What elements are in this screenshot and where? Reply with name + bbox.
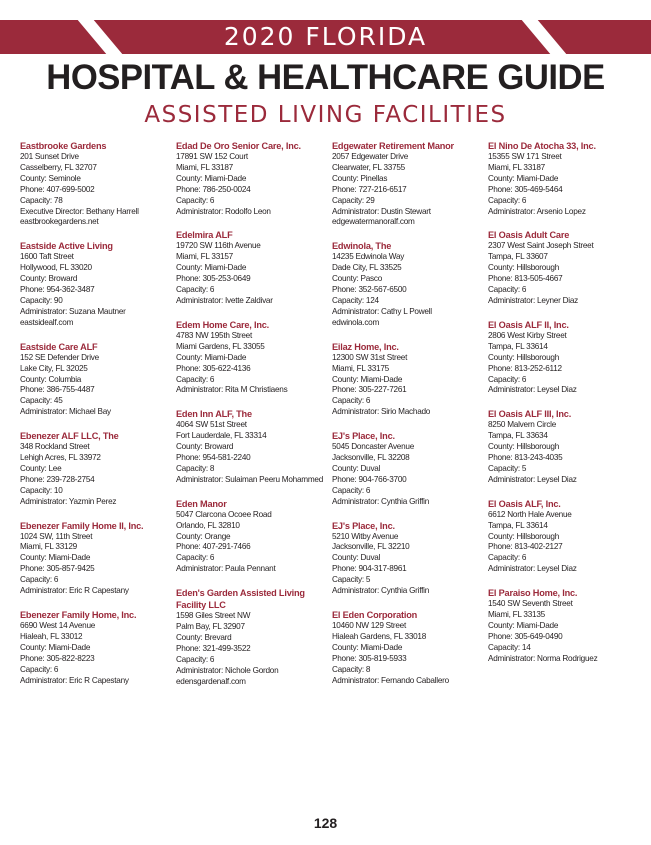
facility-detail-line: Capacity: 6 [176,374,215,384]
facility-detail-line: Administrator: Arsenio Lopez [488,206,586,216]
facility-entry [488,229,638,306]
facility-detail-line: Administrator: Paula Pennant [176,564,276,574]
listing-column-1 [20,140,170,698]
listing-columns [0,140,651,810]
facility-detail-line: Miami, FL 33187 [176,162,233,172]
facility-detail-line: 14235 Edwinola Way [332,252,405,262]
facility-detail-line: 12300 SW 31st Street [332,352,408,362]
facility-detail-line: Miami Gardens, FL 33055 [176,341,265,351]
facility-entry [176,140,326,217]
facility-detail-line: Phone: 727-216-6517 [332,184,407,194]
facility-detail-line: 1540 SW Seventh Street [488,599,573,609]
facility-name: El Nino De Atocha 33, Inc. [488,141,596,151]
facility-detail-line: Phone: 813-505-4667 [488,274,563,284]
facility-name: Eilaz Home, Inc. [332,341,399,352]
facility-entry [176,498,326,575]
facility-detail-line: Clearwater, FL 33755 [332,162,405,172]
facility-name: Ebenezer Family Home II, Inc. [20,520,144,531]
facility-detail-line: 152 SE Defender Drive [20,352,99,362]
facility-name: Edwinola, The [332,241,392,252]
facility-name: Edelmira ALF [176,230,233,241]
facility-detail-line: Capacity: 6 [332,396,371,406]
page-title: HOSPITAL & HEALTHCARE GUIDE [46,58,605,97]
facility-detail-line: Hollywood, FL 33020 [20,263,92,273]
facility-detail-line: County: Hillsborough [488,263,560,273]
facility-detail-line: County: Brevard [176,633,232,642]
facility-detail-line: County: Miami-Dade [488,173,559,183]
facility-detail-line: Capacity: 5 [488,463,527,473]
facility-detail-line: County: Hillsborough [488,531,560,541]
facility-detail-line: Capacity: 78 [20,195,63,205]
facility-detail-line: Administrator: Eric R Capestany [20,675,129,685]
facility-entry [20,520,170,597]
facility-detail-line: Capacity: 6 [176,654,215,664]
header-band [0,20,651,54]
band-title: 2020 FLORIDA [223,22,428,51]
facility-detail-line: Palm Bay, FL 32907 [176,622,245,632]
facility-detail-line: Phone: 407-291-7466 [176,542,251,552]
facility-detail-line: Phone: 386-755-4487 [20,385,95,395]
facility-entry [332,609,482,686]
facility-detail-line: Jacksonville, FL 32210 [332,542,410,552]
facility-detail-line: Administrator: Cynthia Griffin [332,586,430,596]
facility-detail-line: County: Miami-Dade [176,352,247,362]
facility-detail-line: Phone: 904-766-3700 [332,474,407,484]
facility-detail-line: Capacity: 14 [488,642,531,652]
facility-detail-line: 5045 Doncaster Avenue [332,442,414,452]
facility-detail-line: Tampa, FL 33607 [488,252,548,262]
facility-detail-line: County: Hillsborough [488,442,560,452]
facility-entry [488,319,638,396]
facility-detail-line: Administrator: Sulaiman Peeru Mohammed [176,474,324,484]
facility-entry [20,140,170,228]
facility-detail-line: Executive Director: Bethany Harrell [20,206,139,216]
facility-detail-line: 19720 SW 116th Avenue [176,241,261,251]
facility-detail-line: Casselberry, FL 32707 [20,162,97,172]
facility-detail-line: Miami, FL 33129 [20,542,77,552]
facility-detail-line: Hialeah Gardens, FL 33018 [332,631,427,641]
facility-detail-line: 2057 Edgewater Drive [332,152,409,161]
facility-detail-line: Capacity: 6 [332,485,371,495]
facility-name: Edem Home Care, Inc. [176,319,270,330]
facility-entry [488,408,638,485]
facility-detail-line: Phone: 305-822-8223 [20,653,95,663]
facility-detail-line: Administrator: Eric R Capestany [20,586,129,596]
facility-detail-line: Capacity: 6 [488,374,527,384]
facility-entry [176,319,326,396]
facility-detail-line: Capacity: 6 [176,285,215,295]
facility-entry [488,498,638,575]
facility-detail-line: Phone: 305-253-0649 [176,274,251,284]
facility-detail-line: Capacity: 6 [488,285,527,295]
facility-detail-line: Tampa, FL 33614 [488,341,548,351]
facility-detail-line: Capacity: 90 [20,295,63,305]
facility-detail-line: County: Seminole [20,173,81,183]
facility-detail-line: Administrator: Leysel Diaz [488,564,577,574]
facility-detail-line: Administrator: Ivette Zaldivar [176,295,273,305]
facility-detail-line: 8250 Malvern Circle [488,420,557,430]
facility-name: EJ's Place, Inc. [332,431,395,442]
facility-detail-line: Phone: 904-317-8961 [332,564,407,574]
facility-detail-line: Capacity: 29 [332,195,375,205]
facility-name: Eastside Active Living [20,241,113,252]
facility-detail-line: County: Miami-Dade [20,642,91,652]
facility-name: Edgewater Retirement Manor [332,141,454,151]
facility-detail-line: County: Miami-Dade [332,374,403,384]
facility-detail-line: County: Miami-Dade [176,263,247,273]
facility-name: El Oasis ALF, Inc. [488,498,561,509]
facility-detail-line: edwinola.com [332,317,380,327]
facility-detail-line: 1024 SW, 11th Street [20,531,93,541]
facility-detail-line: Capacity: 6 [20,575,59,585]
facility-name: Eden's Garden Assisted Living Facility LLC [176,588,305,611]
facility-detail-line: 10460 NW 129 Street [332,621,406,630]
facility-name: El Paraiso Home, Inc. [488,588,578,599]
facility-detail-line: Fort Lauderdale, FL 33314 [176,431,267,441]
facility-detail-line: Administrator: Michael Bay [20,407,111,417]
facility-detail-line: Phone: 954-362-3487 [20,285,95,295]
facility-detail-line: Phone: 305-649-0490 [488,631,563,641]
facility-detail-line: Administrator: Cathy L Powell [332,306,432,316]
facility-entry [488,587,638,664]
facility-entry [332,140,482,228]
facility-detail-line: eastbrookegardens.net [20,217,99,227]
facility-detail-line: Phone: 352-567-6500 [332,285,407,295]
facility-entry [176,587,326,687]
facility-detail-line: Administrator: Nichole Gordon [176,665,279,675]
facility-detail-line: Hialeah, FL 33012 [20,631,83,641]
facility-entry [20,609,170,686]
facility-detail-line: Capacity: 8 [176,463,215,473]
facility-detail-line: Administrator: Rita M Christiaens [176,385,288,395]
facility-detail-line: Lake City, FL 32025 [20,363,88,373]
facility-detail-line: Capacity: 124 [332,295,379,305]
facility-detail-line: Dade City, FL 33525 [332,263,402,273]
facility-detail-line: Phone: 407-699-5002 [20,184,95,194]
facility-detail-line: County: Broward [20,274,78,284]
facility-detail-line: County: Miami-Dade [488,621,559,630]
facility-detail-line: County: Miami-Dade [332,642,403,652]
facility-name: El Oasis ALF III, Inc. [488,409,572,420]
facility-entry [332,240,482,328]
facility-detail-line: Administrator: Cynthia Griffin [332,496,430,506]
facility-detail-line: Capacity: 5 [332,575,371,585]
facility-detail-line: Phone: 305-469-5464 [488,184,563,194]
facility-name: El Oasis ALF II, Inc. [488,319,569,330]
facility-entry [332,520,482,597]
facility-name: El Eden Corporation [332,610,418,620]
facility-detail-line: County: Pinellas [332,173,388,183]
facility-detail-line: County: Orange [176,531,231,541]
facility-detail-line: Capacity: 6 [176,553,215,563]
facility-detail-line: County: Hillsborough [488,352,560,362]
facility-name: Eastside Care ALF [20,341,98,352]
facility-entry [176,408,326,485]
facility-detail-line: Administrator: Leysel Diaz [488,474,577,484]
facility-detail-line: 6690 West 14 Avenue [20,621,96,630]
facility-detail-line: Administrator: Sirio Machado [332,407,431,417]
facility-name: El Oasis Adult Care [488,230,570,241]
facility-detail-line: Miami, FL 33135 [488,610,545,620]
facility-detail-line: County: Lee [20,463,62,473]
facility-detail-line: Tampa, FL 33614 [488,520,548,530]
facility-detail-line: Capacity: 6 [20,664,59,674]
facility-detail-line: Capacity: 6 [488,553,527,563]
facility-detail-line: Administrator: Rodolfo Leon [176,206,271,216]
facility-detail-line: 17891 SW 152 Court [176,152,248,161]
facility-detail-line: Administrator: Leyner Diaz [488,295,578,305]
facility-detail-line: Phone: 239-728-2754 [20,474,95,484]
facility-name: Ebenezer Family Home, Inc. [20,610,137,620]
facility-detail-line: Miami, FL 33175 [332,363,389,373]
page-number: 128 [313,815,338,831]
facility-detail-line: edgewatermanoralf.com [332,217,415,227]
listing-column-2 [176,140,326,700]
facility-detail-line: Phone: 305-819-5933 [332,653,407,663]
facility-detail-line: Administrator: Suzana Mautner [20,306,126,316]
facility-detail-line: Phone: 786-250-0024 [176,184,251,194]
facility-detail-line: Capacity: 45 [20,396,63,406]
facility-detail-line: Phone: 305-857-9425 [20,564,95,574]
facility-detail-line: edensgardenalf.com [176,676,246,686]
facility-name: Eden Manor [176,498,227,509]
facility-detail-line: 1598 Giles Street NW [176,611,251,621]
facility-detail-line: eastsidealf.com [20,317,74,327]
facility-detail-line: 4064 SW 51st Street [176,420,247,430]
facility-detail-line: County: Duval [332,553,381,563]
facility-detail-line: Jacksonville, FL 32208 [332,453,410,463]
facility-detail-line: Administrator: Leysel Diaz [488,385,577,395]
facility-detail-line: 1600 Taft Street [20,252,74,262]
facility-detail-line: Administrator: Fernando Caballero [332,675,449,685]
facility-entry [332,341,482,418]
facility-entry [332,430,482,507]
facility-detail-line: 6612 North Hale Avenue [488,509,572,519]
facility-detail-line: Miami, FL 33157 [176,252,233,262]
facility-detail-line: Capacity: 8 [332,664,371,674]
facility-detail-line: County: Miami-Dade [176,173,247,183]
facility-entry [176,229,326,306]
facility-detail-line: Capacity: 6 [176,195,215,205]
listing-column-3 [332,140,482,698]
facility-detail-line: Administrator: Yazmin Perez [20,496,117,506]
facility-detail-line: Administrator: Norma Rodriguez [488,653,598,663]
facility-name: Edad De Oro Senior Care, Inc. [176,141,301,151]
facility-detail-line: 5210 Witby Avenue [332,531,399,541]
facility-detail-line: Phone: 305-227-7261 [332,385,407,395]
facility-name: Eden Inn ALF, The [176,409,252,420]
facility-detail-line: 201 Sunset Drive [20,152,79,161]
facility-detail-line: Phone: 813-402-2127 [488,542,563,552]
facility-detail-line: Administrator: Dustin Stewart [332,206,431,216]
facility-detail-line: Lehigh Acres, FL 33972 [20,453,101,463]
facility-detail-line: County: Pasco [332,274,382,284]
facility-detail-line: 348 Rockland Street [20,442,90,452]
facility-detail-line: Phone: 321-499-3522 [176,643,251,653]
facility-detail-line: 2806 West Kirby Street [488,330,567,340]
facility-detail-line: Phone: 305-622-4136 [176,363,251,373]
facility-detail-line: 5047 Clarcona Ocoee Road [176,509,272,519]
section-subtitle: ASSISTED LIVING FACILITIES [144,102,507,128]
facility-name: EJ's Place, Inc. [332,520,395,531]
facility-entry [20,341,170,418]
facility-detail-line: County: Duval [332,463,381,473]
facility-detail-line: Miami, FL 33187 [488,162,545,172]
facility-name: Eastbrooke Gardens [20,141,107,151]
facility-detail-line: 2307 West Saint Joseph Street [488,241,594,251]
facility-detail-line: Phone: 813-252-6112 [488,363,562,373]
facility-name: Ebenezer ALF LLC, The [20,431,119,442]
facility-detail-line: County: Broward [176,442,234,452]
facility-detail-line: 15355 SW 171 Street [488,152,562,161]
facility-detail-line: Capacity: 6 [488,195,527,205]
facility-entry [488,140,638,217]
facility-detail-line: 4783 NW 195th Street [176,330,253,340]
facility-detail-line: Phone: 813-243-4035 [488,453,563,463]
facility-detail-line: Phone: 954-581-2240 [176,453,251,463]
facility-entry [20,430,170,507]
listing-column-4 [488,140,638,677]
facility-detail-line: Orlando, FL 32810 [176,520,240,530]
facility-detail-line: Capacity: 10 [20,485,63,495]
facility-entry [20,240,170,328]
facility-detail-line: County: Columbia [20,374,82,384]
facility-detail-line: County: Miami-Dade [20,553,91,563]
facility-detail-line: Tampa, FL 33634 [488,431,548,441]
